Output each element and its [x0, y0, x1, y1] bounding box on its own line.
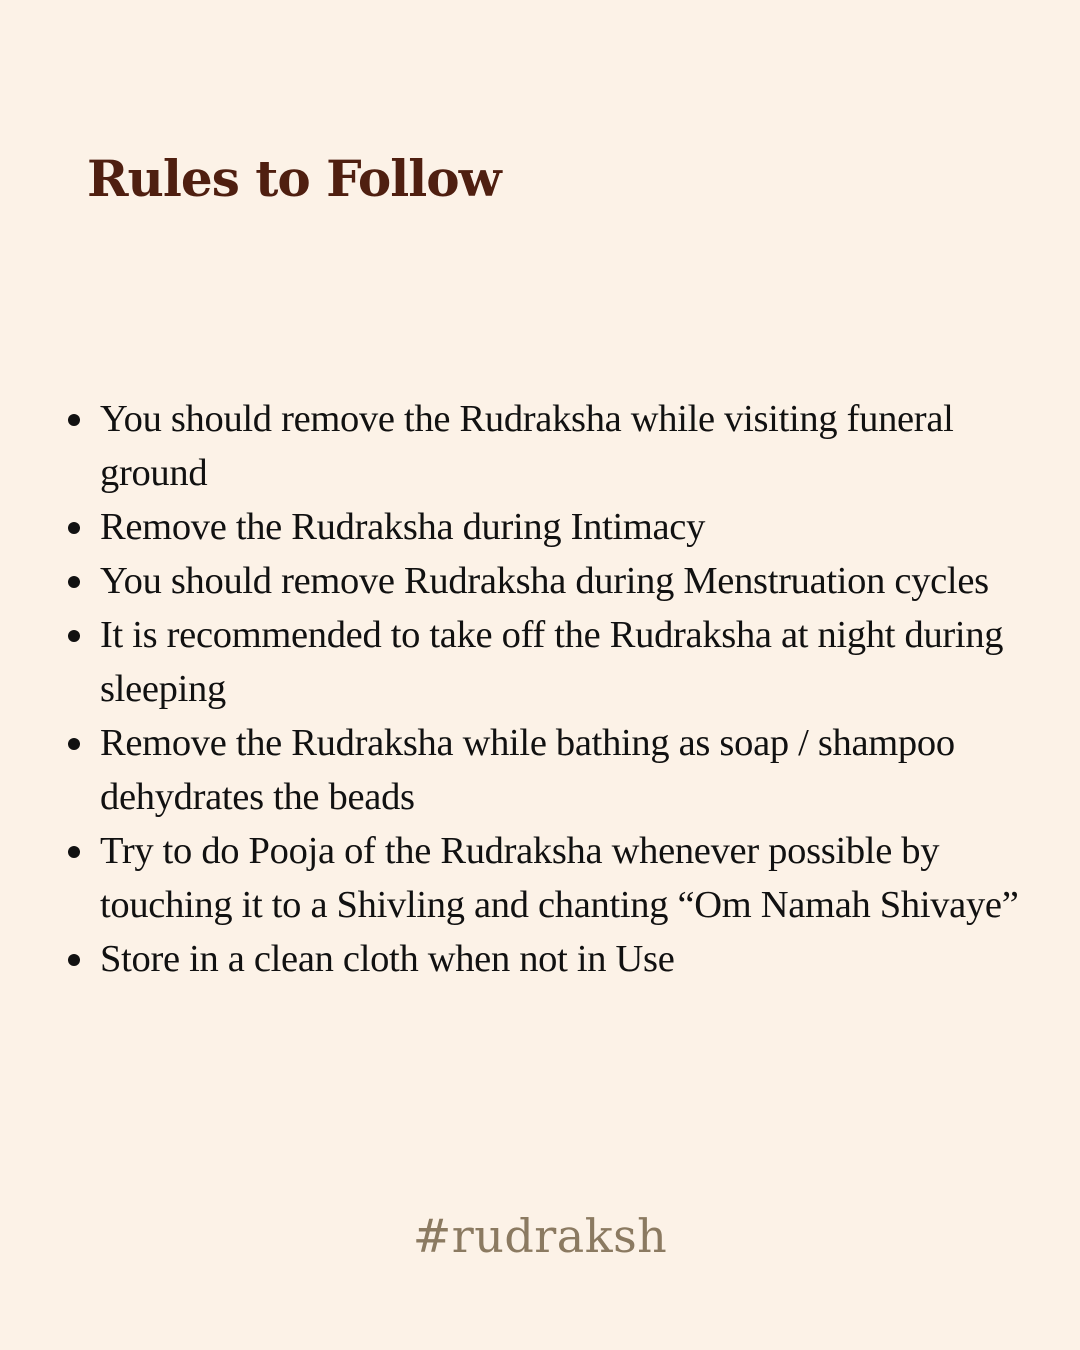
bullet-icon [68, 630, 80, 642]
list-item [64, 392, 1064, 500]
list-item [64, 824, 1064, 932]
list-item [64, 500, 1064, 554]
rule-text: You should remove Rudraksha during Menstruation cycles [100, 560, 989, 602]
list-item [64, 554, 1064, 608]
rule-text: Store in a clean cloth when not in Use [100, 938, 675, 980]
list-item [64, 608, 1064, 716]
rule-text: Remove the Rudraksha while bathing as soap / shampoo dehydrates the beads [100, 722, 955, 818]
list-item [64, 932, 1064, 986]
rule-text: You should remove the Rudraksha while visiting funeral ground [100, 398, 954, 494]
rule-text: It is recommended to take off the Rudraksha at night during sleeping [100, 614, 1004, 710]
bullet-icon [68, 954, 80, 966]
rules-list [64, 392, 1064, 986]
page-title: Rules to Follow [87, 149, 501, 208]
bullet-icon [68, 846, 80, 858]
bullet-icon [68, 414, 80, 426]
rule-text: Try to do Pooja of the Rudraksha whenever possible by touching it to a Shivling and chanting “Om Namah Shivaye” [100, 830, 1019, 926]
bullet-icon [68, 576, 80, 588]
bullet-icon [68, 522, 80, 534]
rule-text: Remove the Rudraksha during Intimacy [100, 506, 706, 548]
bullet-icon [68, 738, 80, 750]
hashtag: #rudraksh [412, 1209, 668, 1263]
list-item [64, 716, 1064, 824]
